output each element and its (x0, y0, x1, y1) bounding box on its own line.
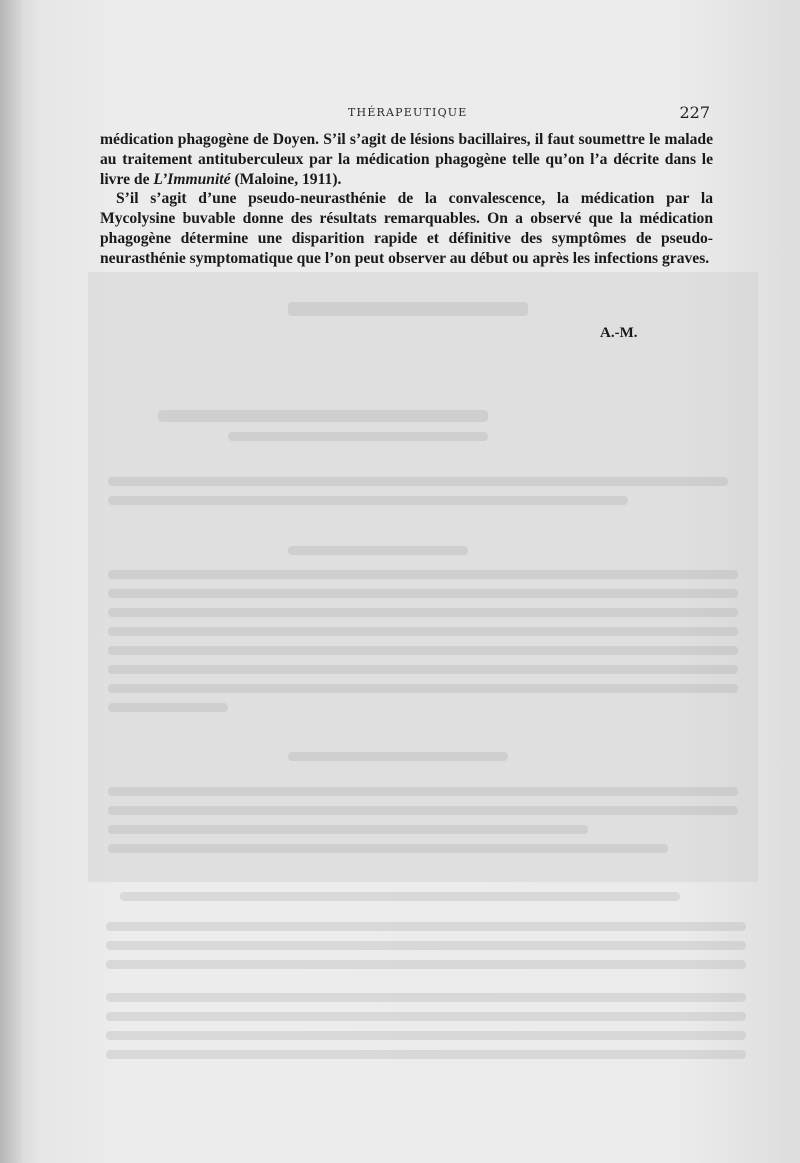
paragraph-1-citation: (Maloine, 1911). (230, 170, 342, 188)
page-header (100, 103, 712, 125)
author-signature: A.-M. (600, 325, 638, 341)
paragraph-2: S’il s’agit d’une pseudo-neurasthénie de la convalescence, la médication par la Mycolysine buvable donne des résultats remarquables. On a observé que la médication phagogène détermine une disparition rapide et définitive des symptômes de pseudo-neurasthénie symptomatique que l’on peut observer au début ou après les infections graves. (100, 190, 713, 267)
binding-gutter (0, 0, 22, 1163)
paragraph-1 (100, 130, 713, 189)
paragraph-1-text: médication phagogène de Doyen. S’il s’agit de lésions bacillaires, il faut soumettre le malade au traitement antituberculeux par la médication phagogène telle qu’on l’a décrite dans le livre de (100, 131, 713, 188)
page-number: 227 (679, 103, 710, 122)
bleed-through-area (88, 272, 758, 882)
body-text (100, 130, 713, 269)
running-title: THÉRAPEUTIQUE (348, 106, 468, 119)
book-title: L’Immunité (153, 170, 231, 188)
